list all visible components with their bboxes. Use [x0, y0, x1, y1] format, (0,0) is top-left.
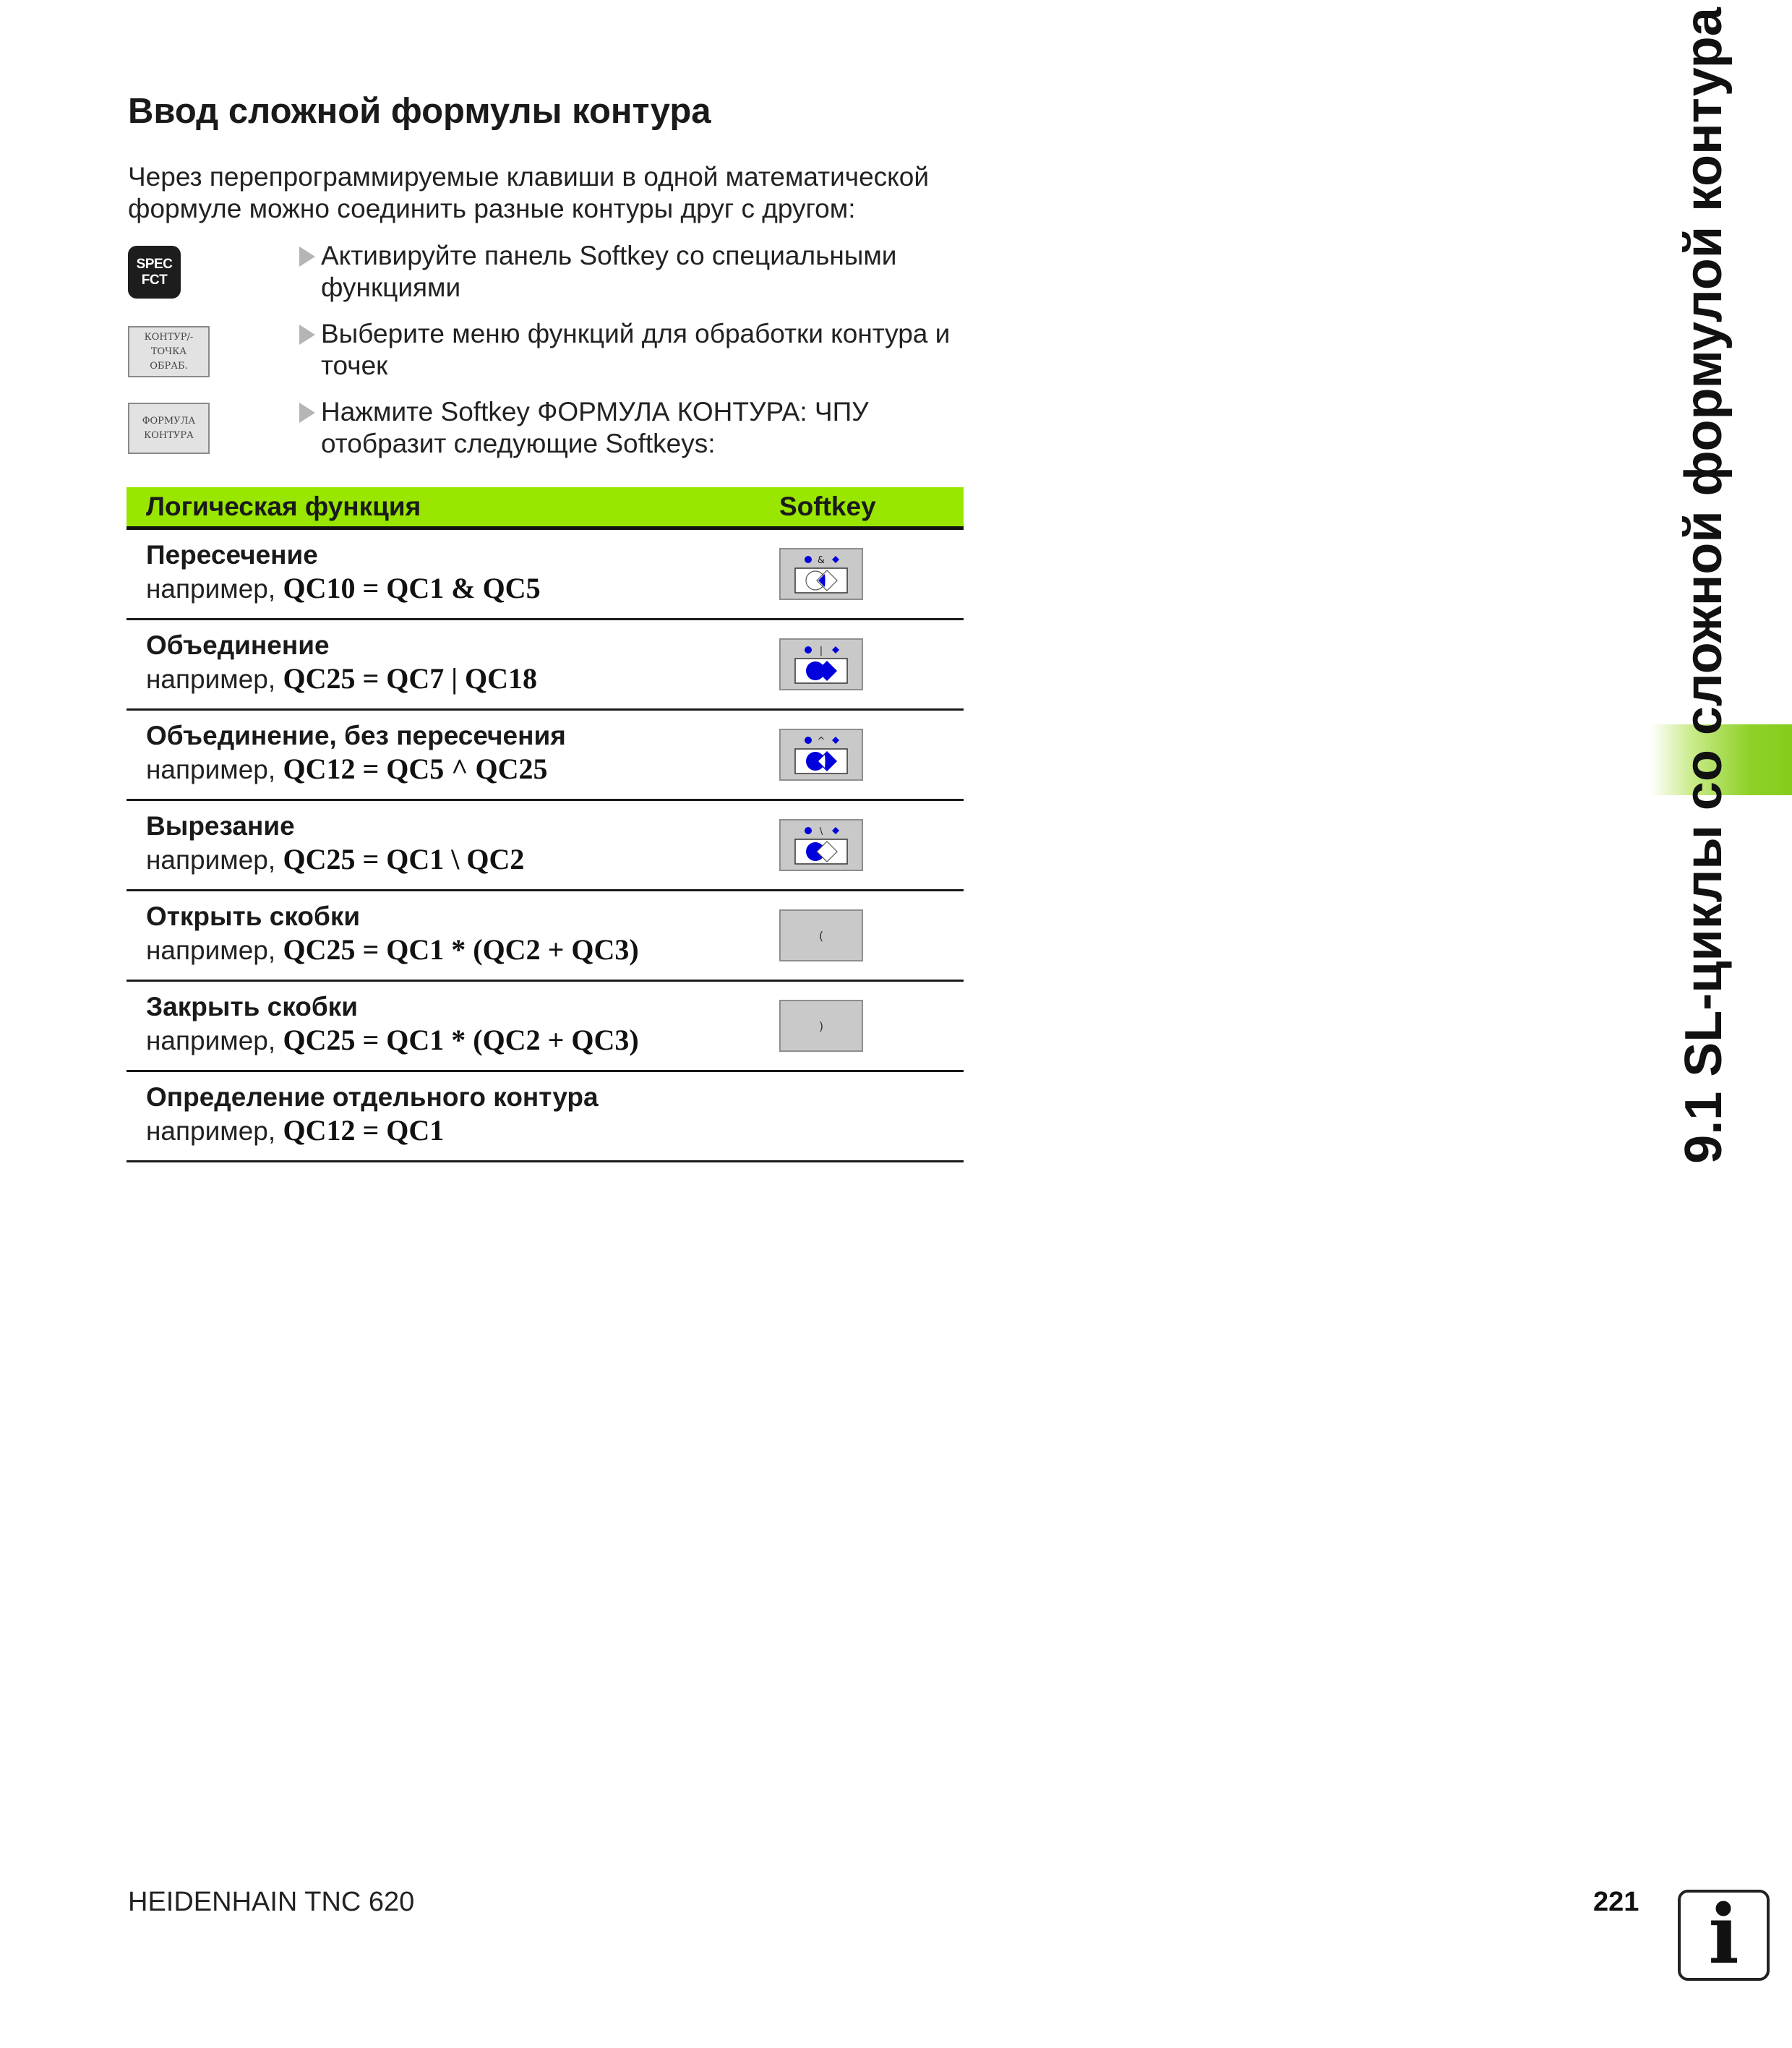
function-example: [146, 571, 541, 605]
softkey-label-line1: КОНТУР/-: [144, 331, 194, 343]
example-prefix: например,: [146, 664, 276, 694]
softkey-label-line3: ОБРАБ.: [150, 360, 188, 372]
softkey-label-line1: ФОРМУЛА: [142, 415, 196, 427]
spec-fct-label-line1: SPEC: [136, 256, 173, 272]
function-name: Пересечение: [146, 540, 318, 570]
example-prefix: например,: [146, 845, 276, 875]
chapter-side-title: 9.1 SL-циклы со сложной формулой контура: [1675, 7, 1733, 1164]
page-number: 221: [1593, 1887, 1639, 1917]
example-formula: QC25 = QC1 \ QC2: [283, 843, 525, 875]
logic-function-table: [127, 487, 964, 1162]
union-without-intersection-softkey[interactable]: [779, 729, 863, 781]
example-formula: QC12 = QC1: [283, 1114, 445, 1147]
step-1: [296, 240, 961, 304]
step-arrow-icon: [299, 247, 315, 267]
softkey-label-line2: ТОЧКА: [150, 346, 187, 357]
function-example: [146, 933, 639, 967]
close-bracket-softkey[interactable]: [779, 1000, 863, 1052]
contour-formula-softkey[interactable]: [128, 403, 210, 454]
table-row: [127, 530, 964, 620]
table-row: [127, 801, 964, 891]
function-example: [146, 842, 524, 876]
contour-point-machining-softkey[interactable]: [128, 326, 210, 377]
cutout-softkey[interactable]: [779, 819, 863, 871]
table-row: [127, 1072, 964, 1162]
header-softkey: Softkey: [779, 492, 876, 521]
svg-text:|: |: [819, 646, 823, 656]
svg-text:(: (: [818, 929, 824, 943]
function-name: Объединение, без пересечения: [146, 721, 566, 750]
function-example: [146, 752, 548, 786]
footer-product: HEIDENHAIN TNC 620: [128, 1887, 415, 1917]
function-example: [146, 661, 537, 695]
step-2-text: Выберите меню функций для обработки контура и точек: [321, 319, 951, 380]
header-function: Логическая функция: [146, 492, 421, 521]
function-name: Открыть скобки: [146, 901, 361, 931]
intro-paragraph: Через перепрограммируемые клавиши в одной математической формуле можно соединить разные контуры друг с другом:: [128, 162, 929, 223]
example-formula: QC25 = QC1 * (QC2 + QC3): [283, 1024, 639, 1056]
table-row: [127, 891, 964, 982]
svg-text:\: \: [819, 826, 823, 837]
table-row: [127, 711, 964, 801]
step-1-text: Активируйте панель Softkey со специальными функциями: [321, 241, 897, 302]
step-2: [296, 318, 961, 382]
spec-fct-key[interactable]: [128, 246, 181, 299]
info-letter: i: [1708, 1888, 1739, 1982]
softkey-label-line2: КОНТУРА: [144, 429, 194, 441]
step-3-text: Нажмите Softkey ФОРМУЛА КОНТУРА: ЧПУ отобразит следующие Softkeys:: [321, 397, 869, 458]
function-name: Определение отдельного контура: [146, 1082, 599, 1112]
example-prefix: например,: [146, 935, 276, 965]
table-row: [127, 982, 964, 1072]
function-example: [146, 1023, 639, 1057]
table-row: [127, 620, 964, 711]
svg-text:&: &: [817, 555, 826, 566]
example-prefix: например,: [146, 1026, 276, 1055]
example-formula: QC12 = QC5 ^ QC25: [283, 753, 548, 785]
function-name: Закрыть скобки: [146, 992, 358, 1021]
union-softkey[interactable]: [779, 638, 863, 690]
function-example: [146, 1113, 444, 1147]
example-prefix: например,: [146, 574, 276, 604]
function-name: Вырезание: [146, 811, 295, 841]
svg-text:): ): [818, 1019, 824, 1033]
step-3: [296, 396, 961, 460]
svg-text:^: ^: [817, 736, 826, 747]
function-name: Объединение: [146, 630, 330, 660]
spec-fct-label-line2: FCT: [141, 272, 168, 288]
example-formula: QC25 = QC1 * (QC2 + QC3): [283, 933, 639, 966]
example-prefix: например,: [146, 1116, 276, 1146]
example-formula: QC25 = QC7 | QC18: [283, 662, 538, 695]
example-prefix: например,: [146, 755, 276, 784]
table-header: [127, 487, 964, 530]
info-icon: [1678, 1890, 1770, 1981]
intersection-softkey[interactable]: [779, 548, 863, 600]
example-formula: QC10 = QC1 & QC5: [283, 572, 541, 604]
step-arrow-icon: [299, 325, 315, 345]
section-heading: Ввод сложной формулы контура: [128, 92, 711, 131]
open-bracket-softkey[interactable]: [779, 909, 863, 961]
step-arrow-icon: [299, 403, 315, 423]
